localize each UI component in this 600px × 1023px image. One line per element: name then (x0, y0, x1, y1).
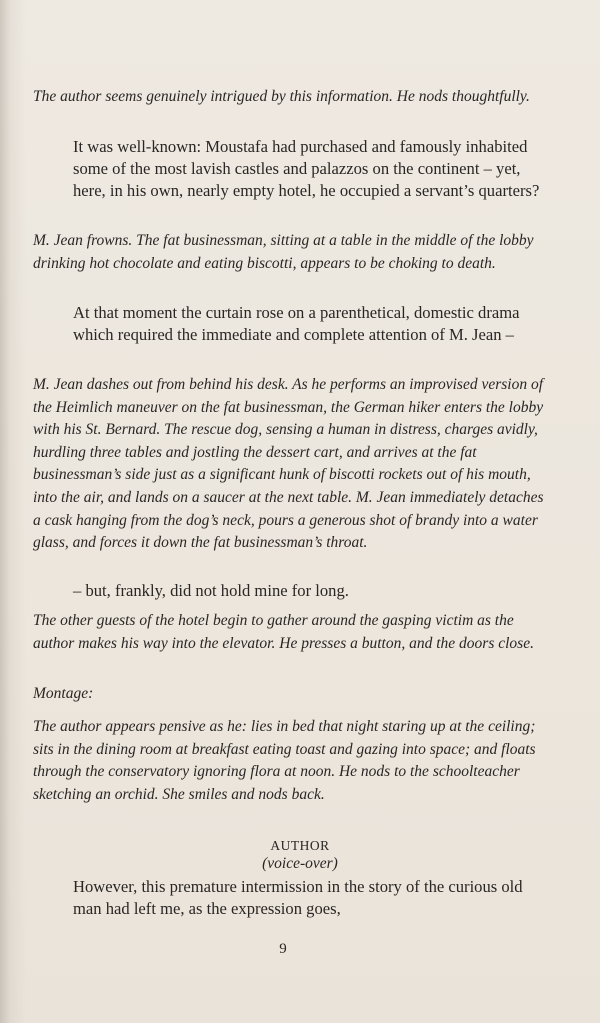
parenthetical: (voice-over) (262, 855, 338, 872)
page-number: 9 (279, 941, 287, 957)
stage-direction-2: M. Jean frowns. The fat businessman, sitting at a table in the middle of the lobby drinking hot chocolate and eating biscotti, appears to be choking to death. (33, 232, 534, 272)
voiceover-paragraph-4: However, this premature intermission in the story of the curious old man had left me, as the expression goes, (73, 877, 523, 918)
stage-direction-5: The author appears pensive as he: lies in bed that night staring up at the ceiling; sits in the dining room at breakfast eating toast and gazing into space; and floats through the conservatory ignoring flora at noon. He nods to the schoolteacher sketching an orchid. She smiles and nods back. (33, 718, 536, 803)
voiceover-paragraph-1: It was well-known: Moustafa had purchased and famously inhabited some of the most lavish castles and palazzos on the continent – yet, here, in his own, nearly empty hotel, he occupied a servant’s quarters? (73, 137, 540, 200)
voiceover-paragraph-3: – but, frankly, did not hold mine for long. (73, 581, 349, 600)
stage-direction-1: The author seems genuinely intrigued by this information. He nods thoughtfully. (33, 88, 530, 105)
speaker-name: AUTHOR (270, 838, 330, 853)
voiceover-paragraph-2: At that moment the curtain rose on a parenthetical, domestic drama which required the immediate and complete attention of M. Jean – (73, 303, 520, 344)
montage-label: Montage: (33, 685, 94, 702)
stage-direction-4: The other guests of the hotel begin to gather around the gasping victim as the author makes his way into the elevator. He presses a button, and the doors close. (33, 612, 534, 652)
stage-direction-3: M. Jean dashes out from behind his desk. As he performs an improvised version of the Heimlich maneuver on the fat businessman, the German hiker enters the lobby with his St. Bernard. The rescue dog, sensing a human in distress, charges avidly, hurdling three tables and jostling the dessert cart, and arrives at the fat businessman’s side just as a significant hunk of biscotti rockets out of his mouth, into the air, and lands on a saucer at the next table. M. Jean immediately detaches a cask hanging from the dog’s neck, pours a generous shot of brandy into a water glass, and forces it down the fat businessman’s throat. (33, 376, 544, 552)
